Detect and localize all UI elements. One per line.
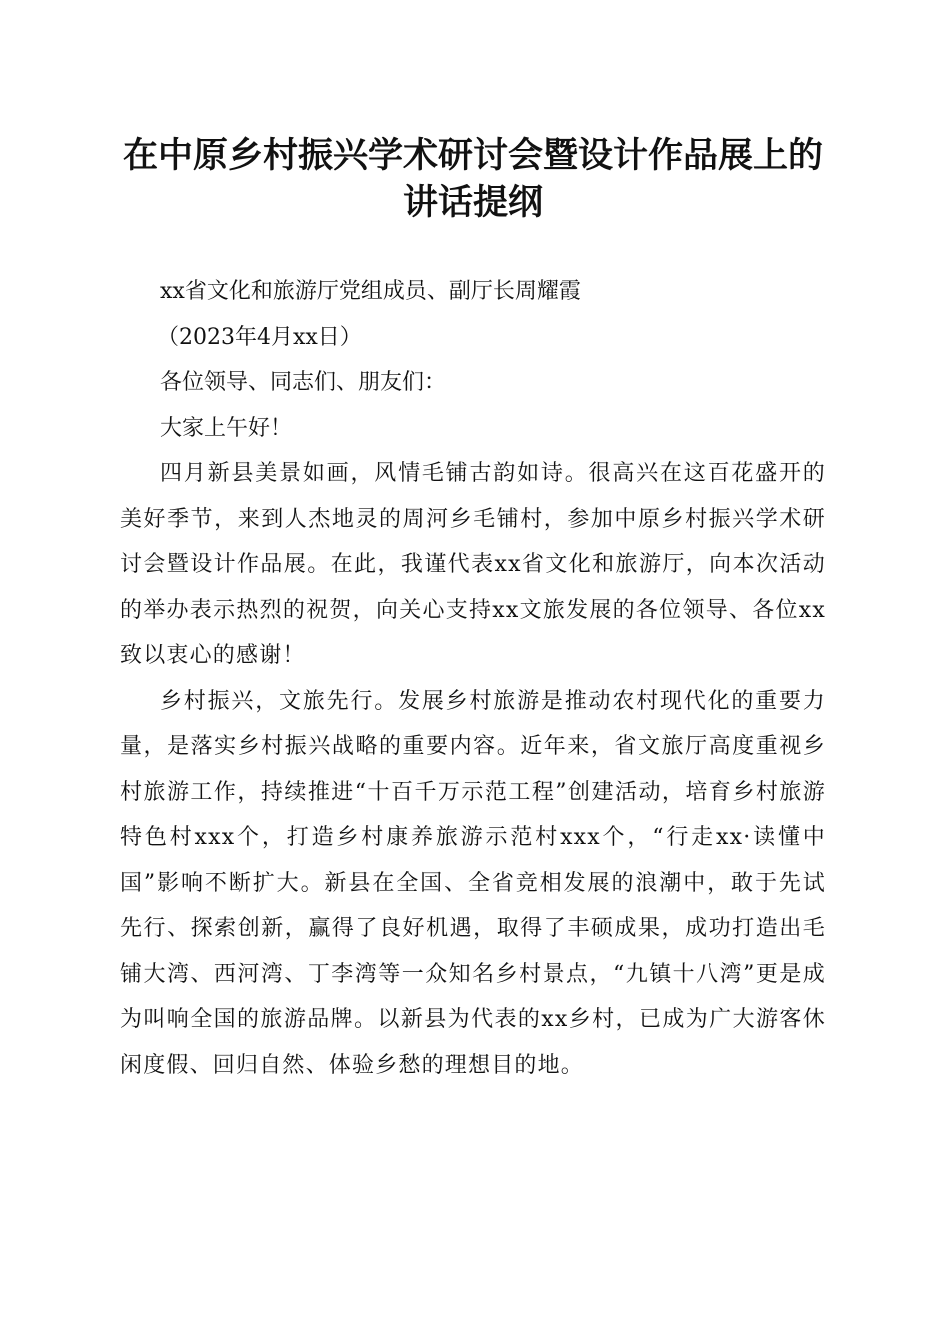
body-paragraph-1: 四月新县美景如画，风情毛铺古韵如诗。很高兴在这百花盛开的美好季节，来到人杰地灵的周河乡毛铺村，参加中原乡村振兴学术研讨会暨设计作品展。在此，我谨代表xx省文化和旅游厅，向本次活动的举办表示热烈的祝贺，向关心支持xx文旅发展的各位领导、各位xx致以衷心的感谢！ [120, 461, 826, 668]
title-line-2: 讲话提纲 [402, 182, 543, 223]
date-line: （2023年4月xx日） [157, 324, 362, 350]
salutation-line: 各位领导、同志们、朋友们： [160, 370, 447, 395]
title-line-1: 在中原乡村振兴学术研讨会暨设计作品展上的 [122, 135, 823, 176]
body-paragraph-2: 乡村振兴，文旅先行。发展乡村旅游是推动农村现代化的重要力量，是落实乡村振兴战略的重要内容。近年来，省文旅厅高度重视乡村旅游工作，持续推进“十百千万示范工程”创建活动，培育乡村旅游特色村xxx个，打造乡村康养旅游示范村xxx个，“行走xx·读懂中国”影响不断扩大。新县在全国、全省竞相发展的浪潮中，敢于先试先行、探索创新，赢得了良好机遇，取得了丰硕成果，成功打造出毛铺大湾、西河湾、丁李湾等一众知名乡村景点，“九镇十八湾”更是成为叫响全国的旅游品牌。以新县为代表的xx乡村，已成为广大游客休闲度假、回归自然、体验乡愁的理想目的地。 [120, 688, 826, 1078]
document-title [120, 132, 826, 226]
document-page [120, 132, 826, 1088]
speaker-line: xx省文化和旅游厅党组成员、副厅长周耀霞 [160, 279, 581, 304]
speech-header [120, 269, 826, 451]
greeting-line: 大家上午好！ [160, 415, 293, 441]
